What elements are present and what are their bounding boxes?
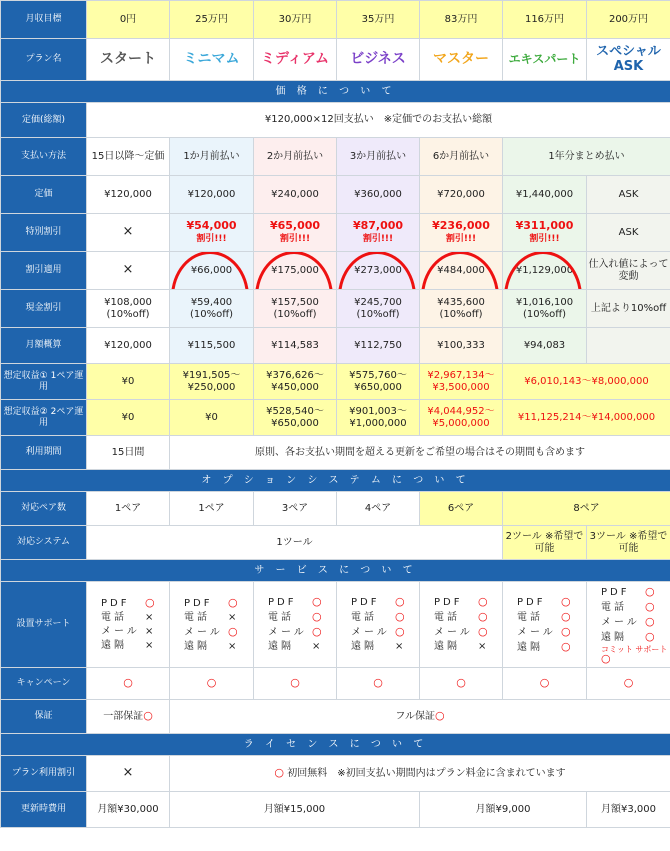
circle-mark-icon: ○ (561, 594, 571, 608)
special-discount-cell (503, 214, 587, 252)
circle-mark-icon: ○ (478, 595, 488, 608)
setup-support-cell (337, 582, 420, 668)
circle-mark-icon: ○ (395, 595, 405, 608)
system-special: 3ツール ※希望で可能 (587, 526, 670, 560)
circle-mark-icon: ○ (645, 585, 655, 598)
highlight-circle-icon (338, 252, 416, 290)
cross-mark-icon: × (312, 641, 321, 652)
setup-support-cell (170, 582, 254, 668)
special-discount-cell (337, 214, 420, 252)
support-line (101, 596, 169, 611)
highlight-circle-icon (171, 252, 249, 290)
pairs-cell: 4ペア (337, 492, 420, 526)
support-key: メール (268, 627, 307, 638)
support-line (268, 640, 336, 654)
warranty-row (1, 700, 670, 734)
list-price-row (1, 176, 670, 214)
support-line (601, 585, 670, 600)
method-label: 支払い方法 (1, 138, 87, 176)
cash-discount-cell (170, 290, 254, 328)
profit2-cell: ¥4,044,952～ ¥5,000,000 (420, 400, 503, 436)
circle-mark-icon: ○ (478, 610, 488, 623)
cross-mark-icon: × (228, 640, 237, 652)
plan-label: プラン名 (1, 39, 87, 81)
campaign-mark: ○ (420, 668, 503, 700)
method-cell: 3か月前払い (337, 138, 420, 176)
special-discount-cell (254, 214, 337, 252)
support-line (268, 610, 336, 625)
special-discount-value: ¥65,000 (269, 219, 321, 233)
profit2-row (1, 400, 670, 436)
circle-mark-icon: ○ (645, 615, 655, 628)
highlight-circle-icon (504, 252, 582, 290)
cross-mark-icon: × (395, 641, 404, 652)
support-line (517, 595, 586, 610)
applied-cell: × (87, 252, 170, 290)
list-price-cell: ¥120,000 (170, 176, 254, 214)
circle-mark-icon: ○ (312, 625, 322, 638)
renew-label: 更新時費用 (1, 792, 87, 828)
applied-cell (170, 252, 254, 290)
support-line (268, 595, 336, 610)
support-key: 電話 (184, 611, 210, 623)
setup-support-cell (587, 582, 670, 668)
cross-mark-icon: × (145, 626, 154, 637)
circle-mark-icon: ○ (561, 639, 571, 653)
cash-note: (10%off) (273, 308, 317, 320)
profit1-cell: ¥376,626～ ¥450,000 (254, 364, 337, 400)
support-line (101, 639, 169, 653)
plan-discount-mark: ○ (274, 766, 285, 780)
plan-name-master: マスター (420, 39, 503, 81)
warranty-mark: ○ (143, 709, 153, 723)
target-cell: 200万円 (587, 1, 670, 39)
plan-discount-note: 初回無料 ※初回支払い期間内はプラン料金に含まれています (287, 768, 566, 780)
profit2-cell: ¥11,125,214～¥14,000,000 (503, 400, 670, 436)
cash-value: ¥245,700 (354, 297, 402, 308)
list-price-cell: ¥360,000 (337, 176, 420, 214)
discount-note: 割引!!! (529, 234, 560, 245)
profit2-cell: ¥0 (170, 400, 254, 436)
special-discount-value: ¥311,000 (515, 219, 574, 233)
circle-mark-icon: ○ (312, 610, 322, 623)
support-line (434, 640, 502, 654)
cash-value: ¥59,400 (190, 297, 233, 308)
support-key: 電話 (434, 612, 460, 623)
cash-discount-row (1, 290, 670, 328)
cross-mark-icon: × (228, 611, 237, 623)
method-row (1, 138, 670, 176)
support-line (517, 625, 586, 640)
applied-row (1, 252, 670, 290)
campaign-mark: ○ (87, 668, 170, 700)
cash-note: (10%off) (106, 308, 150, 320)
cash-value: ¥1,016,100 (515, 297, 574, 308)
special-discount-row (1, 214, 670, 252)
campaign-label: キャンペーン (1, 668, 87, 700)
cash-value: ¥157,500 (271, 297, 319, 308)
renew-cell: 月額¥3,000 (587, 792, 670, 828)
support-line (184, 625, 253, 640)
monthly-cell: ¥112,750 (337, 328, 420, 364)
cash-value: ¥435,600 (437, 297, 485, 308)
method-cell: 1年分まとめ払い (503, 138, 670, 176)
support-key: PDF (101, 598, 130, 609)
cash-discount-cell (503, 290, 587, 328)
support-key: メール (184, 626, 223, 638)
circle-mark-icon: ○ (395, 625, 405, 638)
applied-cell (503, 252, 587, 290)
applied-label: 割引適用 (1, 252, 87, 290)
support-key: 電話 (601, 602, 627, 613)
section-option: オ プ シ ョ ン シ ス テ ム に つ い て (1, 470, 670, 492)
method-cell: 2か月前払い (254, 138, 337, 176)
support-key: PDF (184, 597, 213, 609)
system-row (1, 526, 670, 560)
support-line (184, 596, 253, 611)
setup-support-cell (420, 582, 503, 668)
total-label: 定価(総額) (1, 103, 87, 138)
target-row (1, 1, 670, 39)
pairs-cell: 6ペア (420, 492, 503, 526)
monthly-cell: ¥114,583 (254, 328, 337, 364)
support-key: メール (601, 617, 640, 628)
list-price-cell: ¥120,000 (87, 176, 170, 214)
profit2-label: 想定収益② 2ペア運用 (1, 400, 87, 436)
cash-discount-cell: 上記より10%off (587, 290, 670, 328)
support-line (351, 610, 419, 625)
target-cell: 30万円 (254, 1, 337, 39)
monthly-cell (587, 328, 670, 364)
support-line (517, 610, 586, 625)
profit1-cell: ¥0 (87, 364, 170, 400)
method-cell: 6か月前払い (420, 138, 503, 176)
warranty-full (170, 700, 670, 734)
warranty-full-text: フル保証 (395, 711, 435, 723)
cash-discount-cell (420, 290, 503, 328)
support-line (351, 625, 419, 640)
campaign-mark: ○ (587, 668, 670, 700)
highlight-circle-icon (421, 252, 499, 290)
support-key: 遠隔 (434, 641, 460, 652)
applied-cell (254, 252, 337, 290)
profit1-row (1, 364, 670, 400)
support-key: 遠隔 (101, 640, 127, 651)
support-line (351, 640, 419, 654)
applied-cell (420, 252, 503, 290)
support-key: PDF (434, 597, 463, 608)
target-cell: 25万円 (170, 1, 254, 39)
plan-name-business: ビジネス (337, 39, 420, 81)
support-line (434, 595, 502, 610)
support-line (434, 610, 502, 625)
monthly-cell: ¥94,083 (503, 328, 587, 364)
setup-support-row (1, 582, 670, 668)
special-discount-label: 特別割引 (1, 214, 87, 252)
target-cell: 0円 (87, 1, 170, 39)
plan-discount-row (1, 756, 670, 792)
support-key: PDF (268, 597, 297, 608)
warranty-label: 保証 (1, 700, 87, 734)
monthly-cell: ¥115,500 (170, 328, 254, 364)
support-key: 電話 (351, 612, 377, 623)
pairs-label: 対応ペア数 (1, 492, 87, 526)
setup-support-cell (254, 582, 337, 668)
support-key: メール (434, 627, 473, 638)
support-line (601, 600, 670, 615)
cash-value: ¥108,000 (104, 297, 152, 308)
total-row (1, 103, 670, 138)
applied-value: ¥484,000 (437, 264, 485, 276)
cash-note: (10%off) (439, 308, 483, 320)
target-label: 月収目標 (1, 1, 87, 39)
circle-mark-icon: ○ (228, 624, 238, 638)
cash-discount-cell (337, 290, 420, 328)
monthly-row (1, 328, 670, 364)
plan-discount-first: × (87, 756, 170, 792)
profit2-cell: ¥901,003～ ¥1,000,000 (337, 400, 420, 436)
cross-mark-icon: × (145, 612, 154, 623)
applied-cell (337, 252, 420, 290)
support-line (601, 630, 670, 645)
cash-discount-cell (254, 290, 337, 328)
pairs-cell: 3ペア (254, 492, 337, 526)
support-key: 電話 (517, 611, 543, 623)
system-main: 1ツール (87, 526, 503, 560)
renew-cell: 月額¥15,000 (170, 792, 420, 828)
plan-name-medium: ミディアム (254, 39, 337, 81)
renew-cell: 月額¥30,000 (87, 792, 170, 828)
campaign-mark: ○ (503, 668, 587, 700)
monthly-cell: ¥100,333 (420, 328, 503, 364)
highlight-circle-icon (255, 252, 333, 290)
special-discount-value: ¥236,000 (432, 219, 490, 233)
support-key: PDF (351, 597, 380, 608)
setup-support-label: 設置サポート (1, 582, 87, 668)
period-row (1, 436, 670, 470)
special-discount-value: ¥87,000 (352, 219, 404, 233)
applied-value: ¥1,129,000 (515, 264, 574, 276)
setup-support-cell (87, 582, 170, 668)
support-key: 電話 (268, 612, 294, 623)
warranty-partial (87, 700, 170, 734)
support-key: 電話 (101, 612, 127, 623)
plan-discount-text (170, 756, 670, 792)
discount-note: 割引!!! (362, 234, 394, 245)
applied-value: ¥66,000 (190, 264, 233, 276)
support-key: 遠隔 (351, 641, 377, 652)
campaign-mark: ○ (254, 668, 337, 700)
cross-mark-icon: × (145, 640, 154, 651)
plan-name-minimum: ミニマム (170, 39, 254, 81)
pairs-cell: 8ペア (503, 492, 670, 526)
cross-mark-icon: × (478, 641, 487, 652)
support-line (434, 625, 502, 640)
list-price-cell: ¥720,000 (420, 176, 503, 214)
special-discount-cell: ASK (587, 214, 670, 252)
circle-mark-icon: ○ (561, 609, 571, 623)
warranty-mark: ○ (435, 709, 445, 723)
renew-row (1, 792, 670, 828)
list-price-cell: ¥1,440,000 (503, 176, 587, 214)
section-service: サ ー ビ ス に つ い て (1, 560, 670, 582)
support-line (351, 595, 419, 610)
support-line (268, 625, 336, 640)
circle-mark-icon: ○ (645, 630, 655, 643)
cash-note: (10%off) (522, 308, 567, 320)
campaign-mark: ○ (337, 668, 420, 700)
support-line (601, 615, 670, 630)
profit2-cell: ¥0 (87, 400, 170, 436)
commit-support: コミット サポート ○ (601, 645, 668, 665)
warranty-partial-text: 一部保証 (103, 711, 144, 723)
circle-mark-icon: ○ (312, 595, 322, 608)
support-key: 遠隔 (184, 640, 210, 652)
campaign-mark: ○ (170, 668, 254, 700)
circle-mark-icon: ○ (561, 624, 571, 638)
special-discount-cell (420, 214, 503, 252)
support-key: 遠隔 (268, 641, 294, 652)
support-key: PDF (517, 596, 546, 608)
plan-row (1, 39, 670, 81)
profit1-cell: ¥2,967,134～ ¥3,500,000 (420, 364, 503, 400)
plan-name-start: スタート (87, 39, 170, 81)
section-license: ラ イ セ ン ス に つ い て (1, 734, 670, 756)
profit1-cell: ¥6,010,143～¥8,000,000 (503, 364, 670, 400)
profit1-label: 想定収益① 1ペア運用 (1, 364, 87, 400)
applied-value: ¥273,000 (354, 264, 402, 276)
total-text: ¥120,000×12回支払い ※定価でのお支払い総額 (87, 103, 670, 138)
profit2-cell: ¥528,540～ ¥650,000 (254, 400, 337, 436)
plan-discount-label: プラン利用割引 (1, 756, 87, 792)
plan-name-expert: エキスパート (503, 39, 587, 81)
pairs-cell: 1ペア (170, 492, 254, 526)
support-key: 遠隔 (517, 641, 543, 653)
list-price-cell: ASK (587, 176, 670, 214)
profit1-cell: ¥191,505～ ¥250,000 (170, 364, 254, 400)
special-discount-cell (170, 214, 254, 252)
discount-note: 割引!!! (445, 234, 477, 245)
special-discount-cell: × (87, 214, 170, 252)
applied-cell: 仕入れ値によって変動 (587, 252, 670, 290)
support-key: PDF (601, 587, 630, 598)
period-label: 利用期間 (1, 436, 87, 470)
monthly-label: 月額概算 (1, 328, 87, 364)
support-line (517, 640, 586, 655)
list-price-label: 定価 (1, 176, 87, 214)
support-line (184, 640, 253, 654)
period-first: 15日間 (87, 436, 170, 470)
system-label: 対応システム (1, 526, 87, 560)
cash-discount-label: 現金割引 (1, 290, 87, 328)
renew-cell: 月額¥9,000 (420, 792, 587, 828)
campaign-row (1, 668, 670, 700)
support-line (101, 625, 169, 639)
circle-mark-icon: ○ (478, 625, 488, 638)
target-cell: 83万円 (420, 1, 503, 39)
pairs-row (1, 492, 670, 526)
target-cell: 35万円 (337, 1, 420, 39)
support-key: メール (351, 627, 390, 638)
support-line (184, 611, 253, 625)
list-price-cell: ¥240,000 (254, 176, 337, 214)
circle-mark-icon: ○ (601, 652, 611, 665)
circle-mark-icon: ○ (395, 610, 405, 623)
circle-mark-icon: ○ (228, 595, 238, 609)
monthly-cell: ¥120,000 (87, 328, 170, 364)
method-cell: 15日以降～定価 (87, 138, 170, 176)
discount-note: 割引!!! (196, 234, 227, 245)
pairs-cell: 1ペア (87, 492, 170, 526)
support-key: メール (517, 626, 556, 638)
circle-mark-icon: ○ (645, 600, 655, 613)
system-expert: 2ツール ※希望で可能 (503, 526, 587, 560)
applied-value: ¥175,000 (271, 264, 319, 276)
cash-discount-cell (87, 290, 170, 328)
profit1-cell: ¥575,760～ ¥650,000 (337, 364, 420, 400)
cash-note: (10%off) (189, 308, 234, 320)
support-line (101, 611, 169, 625)
period-text: 原則、各お支払い期間を超える更新をご希望の場合はその期間も含めます (170, 436, 670, 470)
special-discount-value: ¥54,000 (186, 219, 237, 233)
method-cell: 1か月前払い (170, 138, 254, 176)
support-key: 遠隔 (601, 632, 627, 643)
section-price: 価 格 に つ い て (1, 81, 670, 103)
target-cell: 116万円 (503, 1, 587, 39)
cash-note: (10%off) (356, 308, 400, 320)
plan-name-special: スペシャル ASK (587, 39, 670, 81)
circle-mark-icon: ○ (145, 596, 155, 609)
support-key: メール (101, 626, 140, 637)
setup-support-cell (503, 582, 587, 668)
discount-note: 割引!!! (279, 234, 311, 245)
